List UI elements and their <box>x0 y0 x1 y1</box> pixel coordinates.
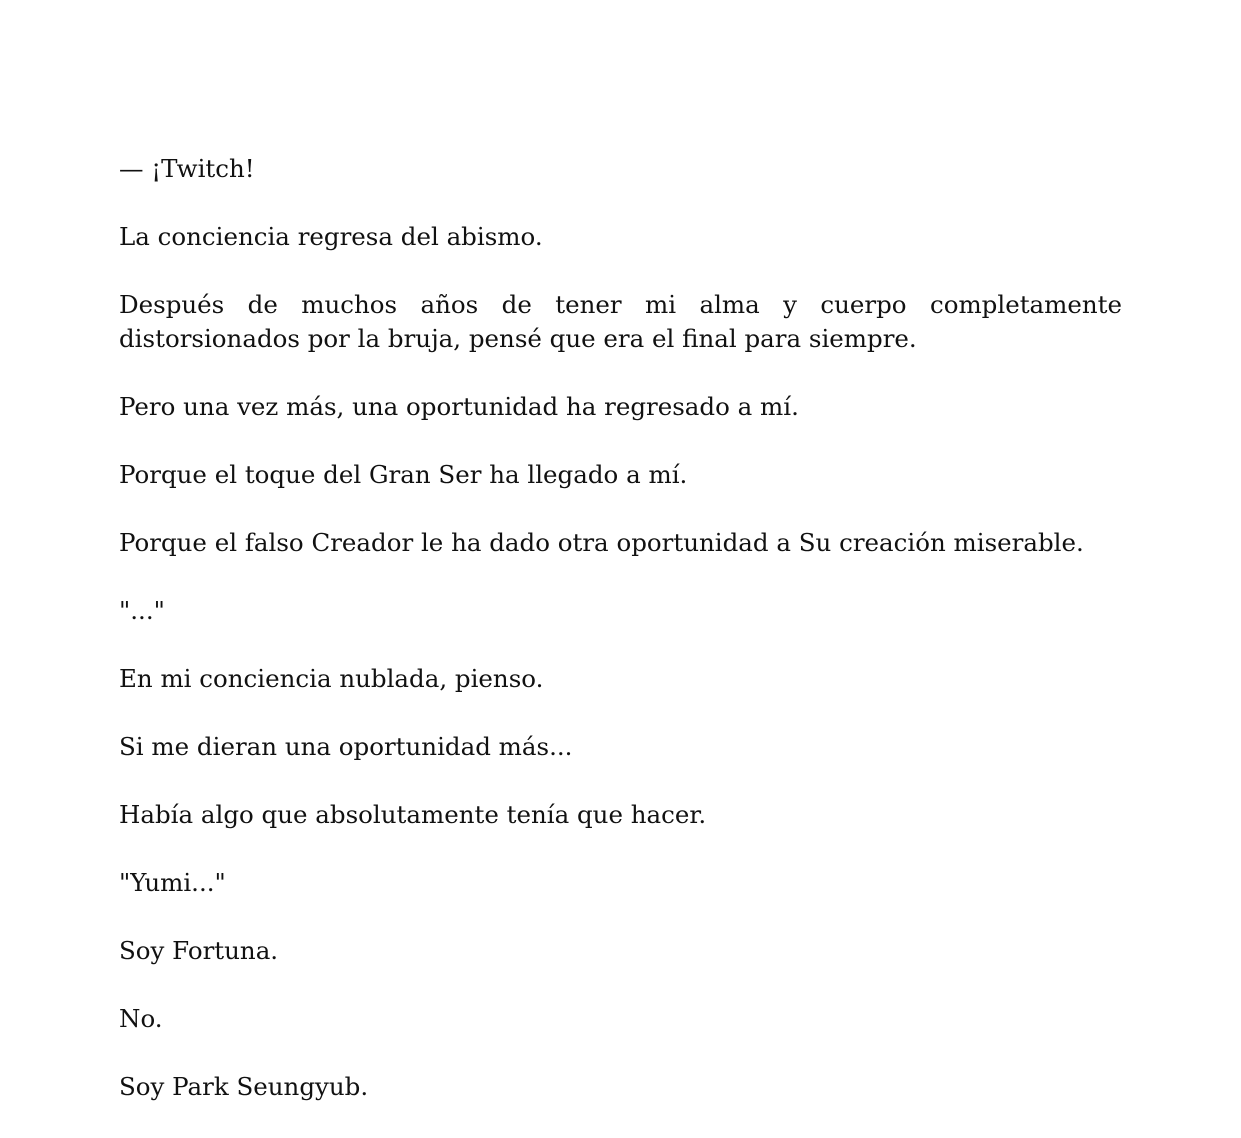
document-body <box>119 152 1122 1138</box>
paragraph-nublada: En mi conciencia nublada, pienso. <box>119 664 544 693</box>
paragraph-conciencia: La conciencia regresa del abismo. <box>119 222 543 251</box>
paragraph-ellipsis-quote: "..." <box>119 596 165 625</box>
paragraph-no: No. <box>119 1004 163 1033</box>
paragraph-porque-toque: Porque el toque del Gran Ser ha llegado a mí. <box>119 460 688 489</box>
paragraph-porque-creador: Porque el falso Creador le ha dado otra oportunidad a Su creación miserable. <box>119 528 1084 557</box>
paragraph-twitch: — ¡Twitch! <box>119 154 255 183</box>
paragraph-fortuna: Soy Fortuna. <box>119 936 279 965</box>
paragraph-despues: Después de muchos años de tener mi alma y cuerpo completamente distorsionados por la bruja, pensé que era el final para siempre. <box>119 290 1122 353</box>
paragraph-yumi: "Yumi..." <box>119 868 226 897</box>
paragraph-park: Soy Park Seungyub. <box>119 1072 369 1101</box>
paragraph-habia: Había algo que absolutamente tenía que hacer. <box>119 800 707 829</box>
paragraph-pero: Pero una vez más, una oportunidad ha regresado a mí. <box>119 392 799 421</box>
paragraph-oportunidad: Si me dieran una oportunidad más... <box>119 732 573 761</box>
